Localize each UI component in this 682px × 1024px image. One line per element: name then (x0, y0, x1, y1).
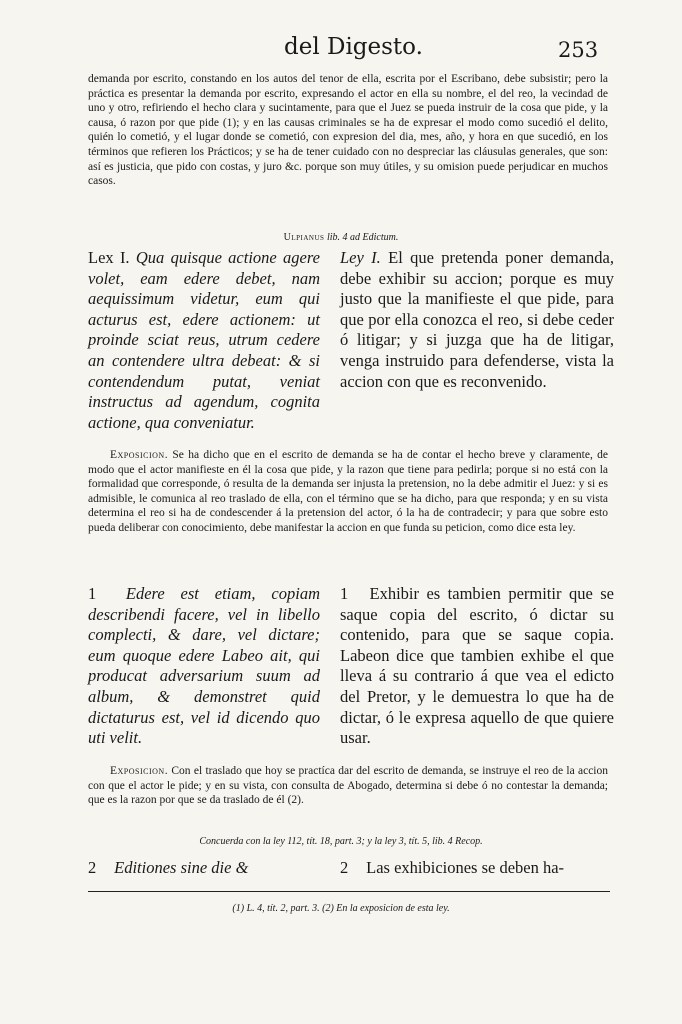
section1-latin-text: Edere est etiam, copiam describendi facere, vel in libello complecti, & dare, vel dictare; eum quoque edere Labeo ait, qui producat adversarium suum ad album, & demonstret quid dictaturus est, vel id dicendo quo uti velit. (88, 584, 320, 748)
running-title: del Digesto. (284, 34, 423, 60)
lex1-latin-column (88, 248, 320, 433)
section2-latin-text: Editiones sine die & (114, 858, 249, 877)
footnote-rule (88, 891, 610, 892)
section2-latin-number: 2 (88, 858, 97, 877)
source-rest: lib. 4 ad Edictum. (326, 232, 399, 243)
page-number: 253 (558, 38, 599, 62)
exposicion-1 (88, 448, 608, 536)
source-author: Ulpianus (283, 232, 325, 243)
exposicion-2-text: Con el traslado que hoy se practíca dar del escrito de demanda, se instruye el reo de la accion con que el actor le pide; y en su vista, con consulta de Abogado, determina si debe ó no contestar la demanda; que es la razon por que se da traslado de él (2). (88, 765, 609, 807)
page-header (0, 34, 682, 70)
exposicion-1-text: Se ha dicho que en el escrito de demanda se ha de contar el hecho breve y claramente, de modo que el actor manifieste en él la cosa que pide, y la razon que tiene para pedirla; porque si no está con la formalidad que corresponde, ó resulta de la demanda ser injusta la pretension, no la debe admitir el Juez: y si es admisible, le comunica al reo traslado de ella, con el término que se ha dicho, para que responda; y en su vista determina el reo si ha de condescender á la pretension del actor, ó la ha de contradecir; y para que sobre esto pueda deliberar con conocimiento, debe manifestar la accion en que funda su peticion, como dice esta ley. (88, 449, 608, 534)
exposicion-2 (88, 764, 608, 808)
lex1-latin-text: Qua quisque actione agere volet, eam edere debet, nam aequissimum videtur, eum qui acturus est, edere actionem: ut proinde sciat reus, utrum cedere an contendere ultra debeat: & si contendendum putat, veniat instructus ad agendum, cognita actione, qua conveniatur. (88, 248, 320, 432)
lex1-latin-lead: Lex I. (88, 248, 130, 267)
section1-spanish-text: Exhibir es tambien permitir que se saque copia del escrito, ó dictar su contenido, para que se saque copia. Labeon dice que tambien exhibe el que lleva á su contrario á que vea el edicto del Pretor, y le demuestra lo que ha de dictar, ó le expresa aquello de que quiere usar. (340, 584, 614, 748)
section1-spanish-column (340, 584, 614, 749)
lex1-spanish-lead: Ley I. (340, 248, 381, 267)
section1-latin-number: 1 (88, 584, 97, 603)
section2-spanish-column (340, 858, 614, 879)
footnotes: (1) L. 4, tít. 2, part. 3. (2) En la exposicion de esta ley. (232, 903, 450, 914)
section1-spanish-number: 1 (340, 584, 349, 603)
section2-spanish-text: Las exhibiciones se deben ha- (366, 858, 565, 877)
exposicion-2-label: Exposicion. (110, 765, 169, 777)
lex1-spanish-column (340, 248, 614, 392)
exposicion-1-label: Exposicion. (110, 449, 169, 461)
lex1-spanish-text: El que pretenda poner demanda, debe exhibir su accion; porque es muy justo que la manifieste el que pide, para que por ella conozca el reo, si debe ceder ó litigar; y si juzga que ha de litigar, venga instruido para defenderse, vista la accion con que es reconvenido. (340, 248, 614, 391)
section2-latin-column (88, 858, 320, 879)
section2-spanish-number: 2 (340, 858, 349, 877)
section1-latin-column (88, 584, 320, 749)
concordance-note: Concuerda con la ley 112, tít. 18, part. 3; y la ley 3, tít. 5, lib. 4 Recop. (199, 836, 483, 847)
top-paragraph: demanda por escrito, constando en los autos del tenor de ella, escrita por el Escribano, debe subsistir; pero la práctica es presentar la demanda por escrito, expresando el actor en ella su nombre, el del reo, la vecindad de uno y otro, refiriendo el hecho clara y sucintamente, para que el Juez se pueda instruir de la cosa que pide, y la causa, ó razon por que pide (1); y en las causas criminales se ha de expresar el modo como sucedió el delito, quién lo cometió, y el lugar donde se cometió, con expresion del dia, mes, año, y hora en que sucedió, en los términos que refieren los Prácticos; y se ha de tener cuidado con no despreciar las cláusulas generales, que son: así es justicia, que pido con costas, y juro &c. porque son muy útiles, y su omision puede perjudicar en muchos casos. (88, 73, 608, 188)
source-note (0, 232, 682, 243)
